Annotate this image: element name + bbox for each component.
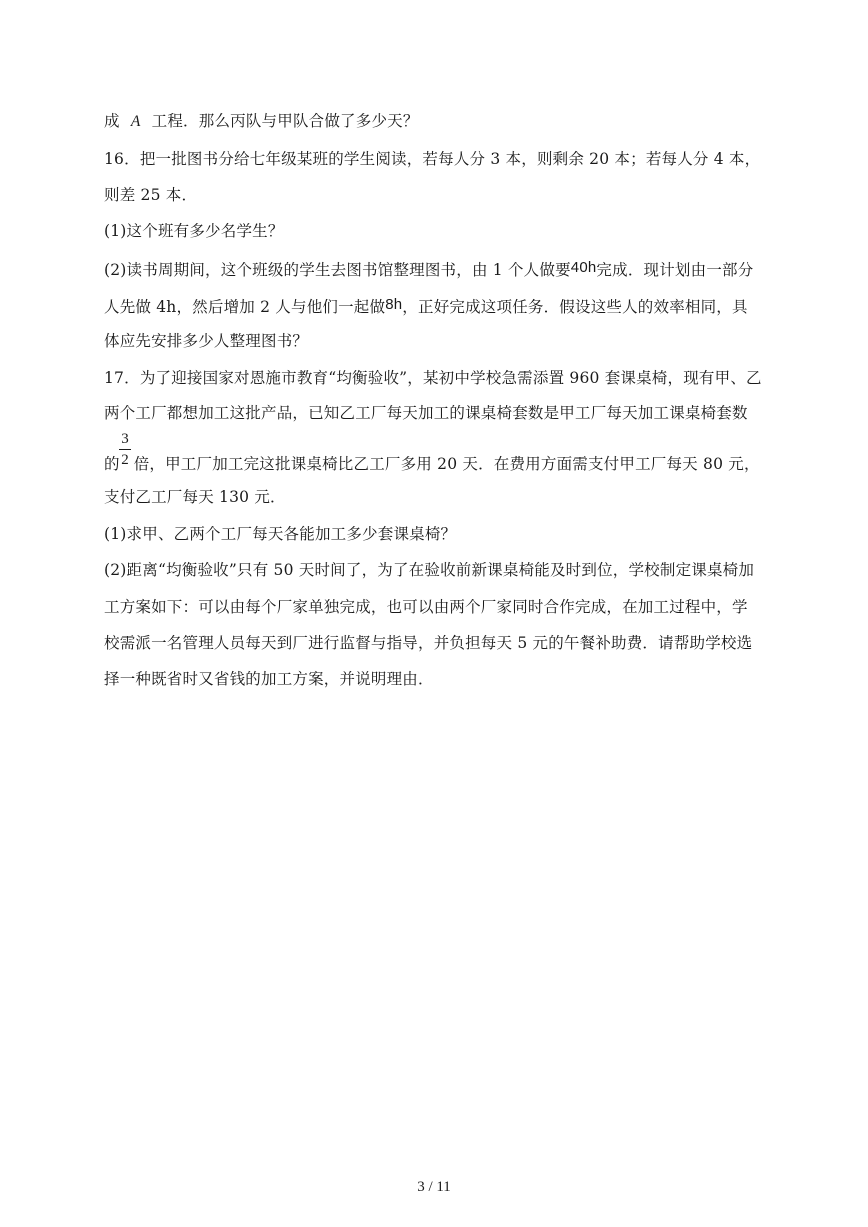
- problem-16-part-2-line-3: 体应先安排多少人整理图书？: [104, 332, 309, 350]
- fraction-numerator: 3: [121, 431, 129, 447]
- text-fragment: 倍，甲工厂加工完这批课桌椅比乙工厂多用 20 天．在费用方面需支付甲工厂每天 80 元，: [133, 455, 760, 473]
- problem-17-line-4: 支付乙工厂每天 130 元．: [104, 488, 286, 506]
- problem-16-line-2: 则差 25 本．: [104, 186, 198, 204]
- text-fragment: 人先做 4h，然后增加 2 人与他们一起做: [104, 298, 386, 316]
- problem-17-line-1: 17．为了迎接国家对恩施市教育“均衡验收”，某初中学校急需添置 960 套课桌椅，现有甲、乙: [104, 369, 762, 387]
- math-8h: 8h: [385, 296, 403, 313]
- text-line: [104, 110, 419, 133]
- math-40h: 40h: [570, 259, 597, 276]
- problem-17-line-2: 两个工厂都想加工这批产品，已知乙工厂每天加工的课桌椅套数是甲工厂每天加工课桌椅套数: [104, 404, 748, 422]
- page-number: 3 / 11: [417, 1179, 451, 1195]
- problem-17-part-2-line-3: 校需派一名管理人员每天到厂进行监督与指导，并负担每天 5 元的午餐补助费．请帮助学校选: [104, 634, 753, 652]
- text-fragment: 工程．那么丙队与甲队合做了多少天？: [151, 112, 419, 130]
- fraction-bar: [119, 449, 131, 450]
- text-fragment: 成: [104, 112, 120, 130]
- problem-16-part-2-line-2: [104, 294, 748, 318]
- problem-16-part-2-line-1: [104, 257, 753, 281]
- problem-17-part-1: (1)求甲、乙两个工厂每天各能加工多少套课桌椅？: [104, 525, 457, 543]
- problem-16-part-1: (1)这个班有多少名学生？: [104, 222, 284, 240]
- text-fragment: 的: [104, 455, 120, 473]
- problem-17-part-2-line-2: 工方案如下：可以由每个厂家单独完成，也可以由两个厂家同时合作完成，在加工过程中，学: [104, 598, 748, 616]
- text-fragment: (2)读书周期间，这个班级的学生去图书馆整理图书，由 1 个人做要: [104, 261, 571, 279]
- problem-17-part-2-line-4: 择一种既省时又省钱的加工方案，并说明理由．: [104, 670, 434, 688]
- text-fragment: 完成．现计划由一部分: [596, 261, 754, 279]
- problem-17-line-3: [104, 453, 760, 475]
- text-fragment: ，正好完成这项任务．假设这些人的效率相同，具: [402, 298, 748, 316]
- problem-16-line-1: 16．把一批图书分给七年级某班的学生阅读，若每人分 3 本，则剩余 20 本；若每人分 4 本，: [104, 150, 761, 168]
- problem-17-part-2-line-1: (2)距离“均衡验收”只有 50 天时间了，为了在验收前新课桌椅能及时到位，学校制定课桌椅加: [104, 561, 755, 579]
- fraction-denominator: 2: [121, 452, 129, 468]
- math-variable-a: A: [130, 113, 141, 130]
